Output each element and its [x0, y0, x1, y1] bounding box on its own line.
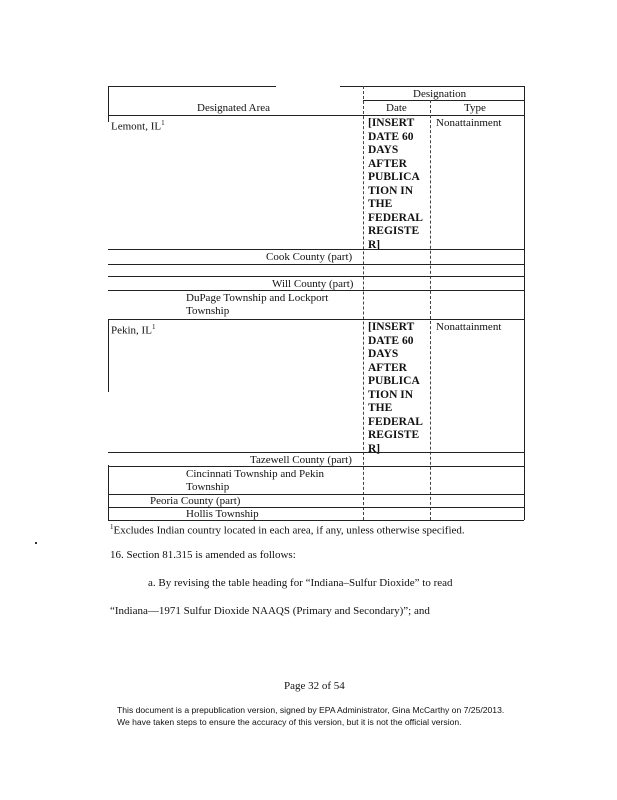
type-value: Nonattainment — [436, 321, 502, 333]
type-column-border — [430, 100, 431, 520]
left-border — [108, 320, 109, 392]
date-column-border — [363, 86, 364, 520]
county-name: Will County (part) — [272, 278, 354, 290]
area-name: Lemont, $IL^1$ — [111, 119, 165, 133]
page-number: Page 32 of 54 — [284, 680, 345, 692]
row-rule — [108, 264, 524, 265]
designation-top-rule — [363, 86, 524, 87]
type-header: Type — [464, 102, 486, 114]
designated-area-header: Designated Area — [197, 102, 270, 114]
township-name: DuPage Township and Lockport — [186, 292, 329, 304]
row-rule — [108, 319, 524, 320]
amendment-item-a: a. By revising the table heading for “Indiana–Sulfur Dioxide” to read — [148, 577, 453, 589]
row-rule — [108, 466, 524, 467]
row-rule — [108, 290, 524, 291]
township-name: Cincinnati Township and Pekin — [186, 468, 325, 480]
township-name: Township — [186, 481, 230, 493]
table-footnote: $^1$Excludes Indian country located in each area, if any, unless otherwise specified. — [110, 523, 465, 537]
county-name: Cook County (part) — [266, 251, 353, 263]
county-name: Tazewell County (part) — [250, 454, 352, 466]
date-value: [INSERT DATE 60 DAYS AFTER PUBLICA TION IN THE FEDERAL REGISTE R] — [368, 117, 423, 251]
amendment-paragraph: 16. Section 81.315 is amended as follows: — [110, 549, 296, 561]
right-border — [524, 86, 525, 520]
amendment-item-a-continued: “Indiana—1971 Sulfur Dioxide NAAQS (Primary and Secondary)”; and — [110, 605, 430, 617]
area-name: Pekin, $IL^1$ — [111, 323, 156, 337]
township-name: Hollis Township — [186, 508, 259, 520]
type-value: Nonattainment — [436, 117, 502, 129]
left-border — [108, 465, 109, 520]
township-name: Township — [186, 305, 230, 317]
row-rule — [108, 276, 524, 277]
scan-speck — [35, 542, 37, 544]
row-rule — [108, 249, 524, 250]
row-rule — [108, 452, 524, 453]
table-top-rule — [108, 86, 276, 87]
date-value: [INSERT DATE 60 DAYS AFTER PUBLICA TION IN THE FEDERAL REGISTE R] — [368, 321, 423, 455]
prepublication-notice: This document is a prepublication version, signed by EPA Administrator, Gina McCarthy on 7/25/2013. We have taken steps to ensure the accuracy of this version, but it is not the official version. — [117, 705, 505, 727]
header-bottom-rule — [108, 115, 524, 116]
left-border — [108, 86, 109, 122]
date-header: Date — [386, 102, 407, 114]
county-name: Peoria County (part) — [150, 495, 241, 507]
designation-header: Designation — [413, 88, 467, 100]
row-rule — [108, 507, 524, 508]
